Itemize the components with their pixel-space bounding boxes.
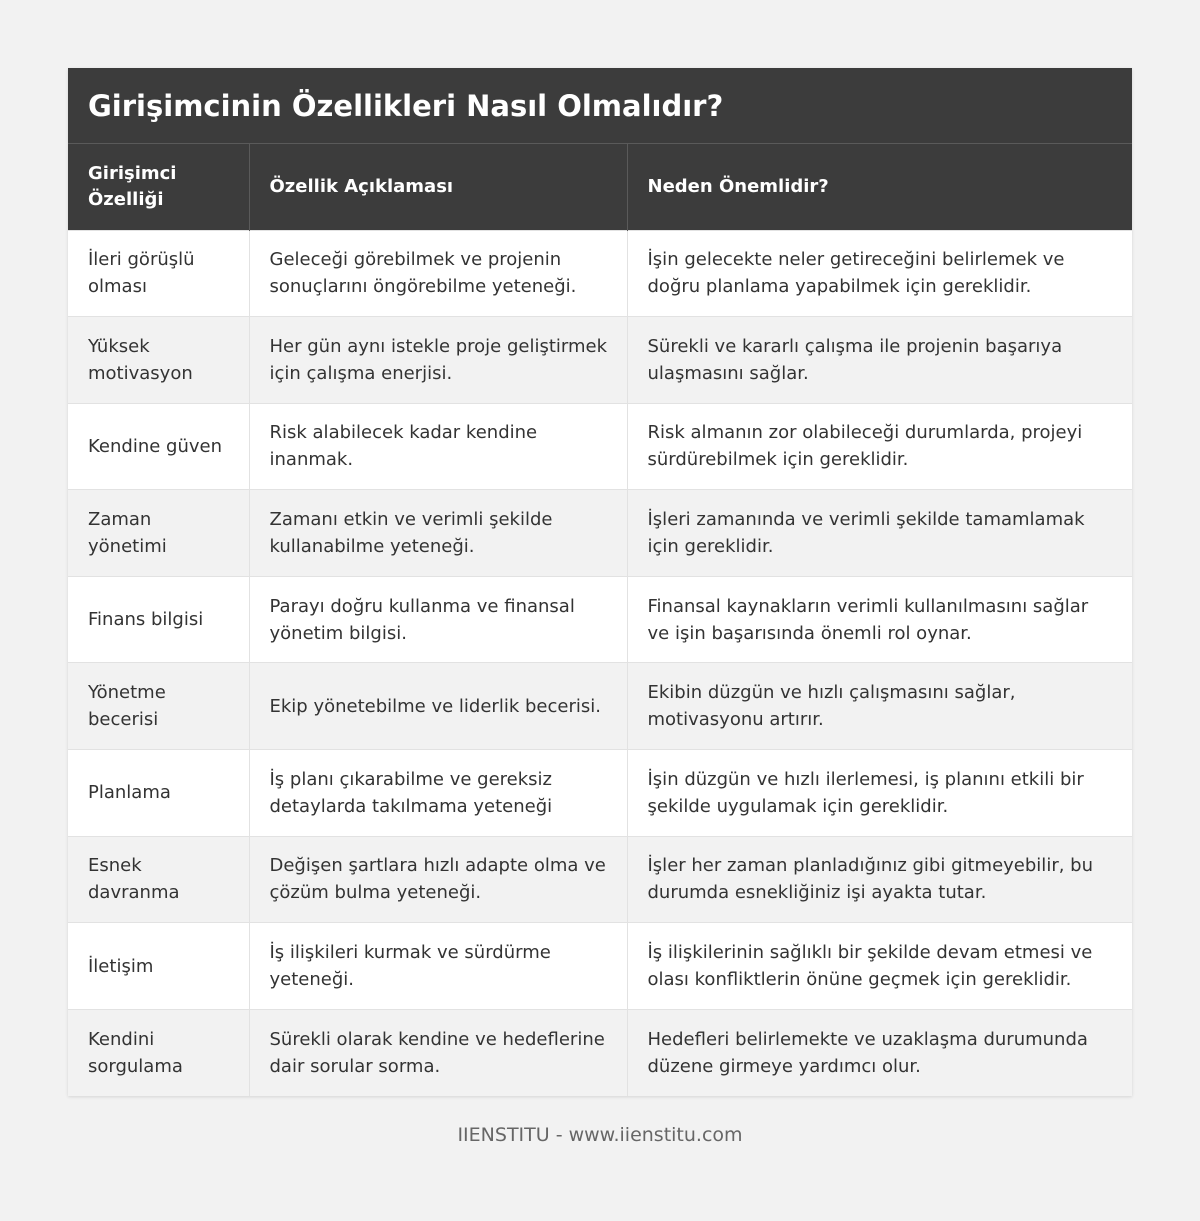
importance-cell: Risk almanın zor olabileceği durumlarda, projeyi sürdürebilmek için gereklidir.	[627, 403, 1132, 490]
importance-cell: İşin gelecekte neler getireceğini belirlemek ve doğru planlama yapabilmek için gereklidir.	[627, 230, 1132, 317]
table-row	[68, 403, 1132, 490]
table-row	[68, 750, 1132, 837]
description-cell: Ekip yönetebilme ve liderlik becerisi.	[249, 663, 627, 750]
traits-table	[68, 144, 1132, 1096]
description-cell: Değişen şartlara hızlı adapte olma ve çözüm bulma yeteneği.	[249, 836, 627, 923]
description-cell: İş planı çıkarabilme ve gereksiz detaylarda takılmama yeteneği	[249, 750, 627, 837]
trait-cell: Kendini sorgulama	[68, 1009, 249, 1096]
description-cell: Parayı doğru kullanma ve finansal yönetim bilgisi.	[249, 576, 627, 663]
description-cell: Zamanı etkin ve verimli şekilde kullanabilme yeteneği.	[249, 490, 627, 577]
trait-cell: Planlama	[68, 750, 249, 837]
description-cell: İş ilişkileri kurmak ve sürdürme yeteneği.	[249, 923, 627, 1010]
importance-cell: İşin düzgün ve hızlı ilerlemesi, iş planını etkili bir şekilde uygulamak için gereklidir.	[627, 750, 1132, 837]
trait-cell: Yönetme becerisi	[68, 663, 249, 750]
trait-cell: Yüksek motivasyon	[68, 317, 249, 404]
column-header-importance: Neden Önemlidir?	[627, 144, 1132, 230]
trait-cell: Esnek davranma	[68, 836, 249, 923]
column-header-trait: Girişimci Özelliği	[68, 144, 249, 230]
trait-cell: Finans bilgisi	[68, 576, 249, 663]
table-row	[68, 317, 1132, 404]
importance-cell: İş ilişkilerinin sağlıklı bir şekilde devam etmesi ve olası konfliktlerin önüne geçmek için gereklidir.	[627, 923, 1132, 1010]
trait-cell: Kendine güven	[68, 403, 249, 490]
table-row	[68, 663, 1132, 750]
footer-credit: IIENSTITU - www.iienstitu.com	[457, 1124, 743, 1146]
table-row	[68, 490, 1132, 577]
header-row	[68, 144, 1132, 230]
description-cell: Sürekli olarak kendine ve hedeflerine dair sorular sorma.	[249, 1009, 627, 1096]
trait-cell: İletişim	[68, 923, 249, 1010]
table-card	[68, 68, 1132, 1096]
importance-cell: Sürekli ve kararlı çalışma ile projenin başarıya ulaşmasını sağlar.	[627, 317, 1132, 404]
importance-cell: İşler her zaman planladığınız gibi gitmeyebilir, bu durumda esnekliğiniz işi ayakta tutar.	[627, 836, 1132, 923]
importance-cell: Finansal kaynakların verimli kullanılmasını sağlar ve işin başarısında önemli rol oynar.	[627, 576, 1132, 663]
table-row	[68, 576, 1132, 663]
table-row	[68, 1009, 1132, 1096]
table-row	[68, 230, 1132, 317]
description-cell: Her gün aynı istekle proje geliştirmek için çalışma enerjisi.	[249, 317, 627, 404]
trait-cell: Zaman yönetimi	[68, 490, 249, 577]
importance-cell: Hedefleri belirlemekte ve uzaklaşma durumunda düzene girmeye yardımcı olur.	[627, 1009, 1132, 1096]
table-row	[68, 836, 1132, 923]
table-title: Girişimcinin Özellikleri Nasıl Olmalıdır?	[68, 68, 1132, 144]
trait-cell: İleri görüşlü olması	[68, 230, 249, 317]
importance-cell: İşleri zamanında ve verimli şekilde tamamlamak için gereklidir.	[627, 490, 1132, 577]
importance-cell: Ekibin düzgün ve hızlı çalışmasını sağlar, motivasyonu artırır.	[627, 663, 1132, 750]
description-cell: Risk alabilecek kadar kendine inanmak.	[249, 403, 627, 490]
column-header-description: Özellik Açıklaması	[249, 144, 627, 230]
table-row	[68, 923, 1132, 1010]
description-cell: Geleceği görebilmek ve projenin sonuçlarını öngörebilme yeteneği.	[249, 230, 627, 317]
